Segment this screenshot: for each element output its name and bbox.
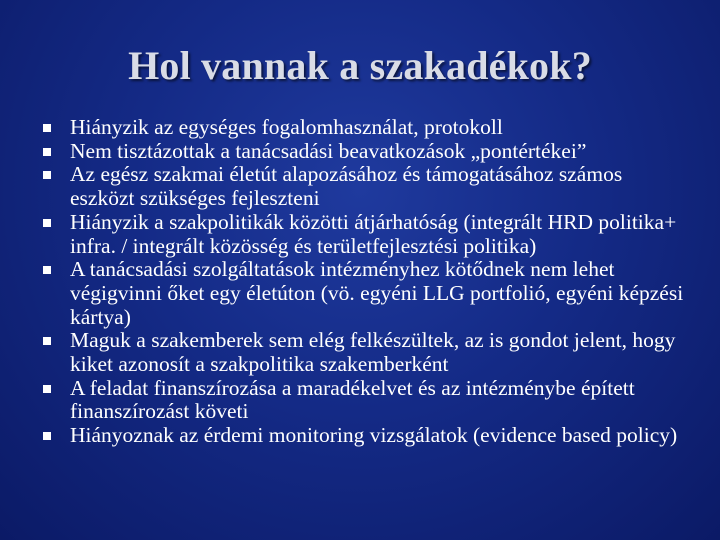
bullet-text: Hiányzik az egységes fogalomhasználat, protokoll: [70, 115, 503, 139]
bullet-text: Hiányzik a szakpolitikák közötti átjárhatóság (integrált HRD politika+ infra. / integrált közösség és területfejlesztési politika): [70, 209, 677, 258]
bullet-text: Az egész szakmai életút alapozásához és támogatásához számos eszközt szükséges fejleszteni: [70, 162, 623, 211]
list-item: [40, 424, 690, 448]
bullet-list: [40, 116, 690, 448]
list-item: [40, 163, 690, 210]
square-bullet-icon: [43, 337, 51, 345]
bullet-text: Maguk a szakemberek sem elég felkészültek, az is gondot jelent, hogy kiket azonosít a szakpolitika szakemberként: [70, 328, 676, 377]
square-bullet-icon: [43, 432, 51, 440]
bullet-text: A tanácsadási szolgáltatások intézményhez kötődnek nem lehet végigvinni őket egy életúton (vö. egyéni LLG portfolió, egyéni képzési kártya): [70, 257, 684, 329]
list-item: [40, 140, 690, 164]
list-item: [40, 329, 690, 376]
list-item: [40, 211, 690, 258]
list-item: [40, 377, 690, 424]
list-item: [40, 258, 690, 329]
square-bullet-icon: [43, 124, 51, 132]
bullet-text: Nem tisztázottak a tanácsadási beavatkozások „pontértékei”: [70, 138, 587, 163]
square-bullet-icon: [43, 266, 51, 274]
square-bullet-icon: [43, 171, 51, 179]
list-item: [40, 116, 690, 140]
square-bullet-icon: [43, 385, 51, 393]
square-bullet-icon: [43, 148, 51, 156]
bullet-text: Hiányoznak az érdemi monitoring vizsgálatok (evidence based policy): [70, 423, 678, 448]
bullet-text: A feladat finanszírozása a maradékelvet és az intézménybe épített finanszírozást követi: [70, 375, 635, 424]
slide-title: Hol vannak a szakadékok?: [128, 43, 592, 88]
square-bullet-icon: [43, 219, 51, 227]
